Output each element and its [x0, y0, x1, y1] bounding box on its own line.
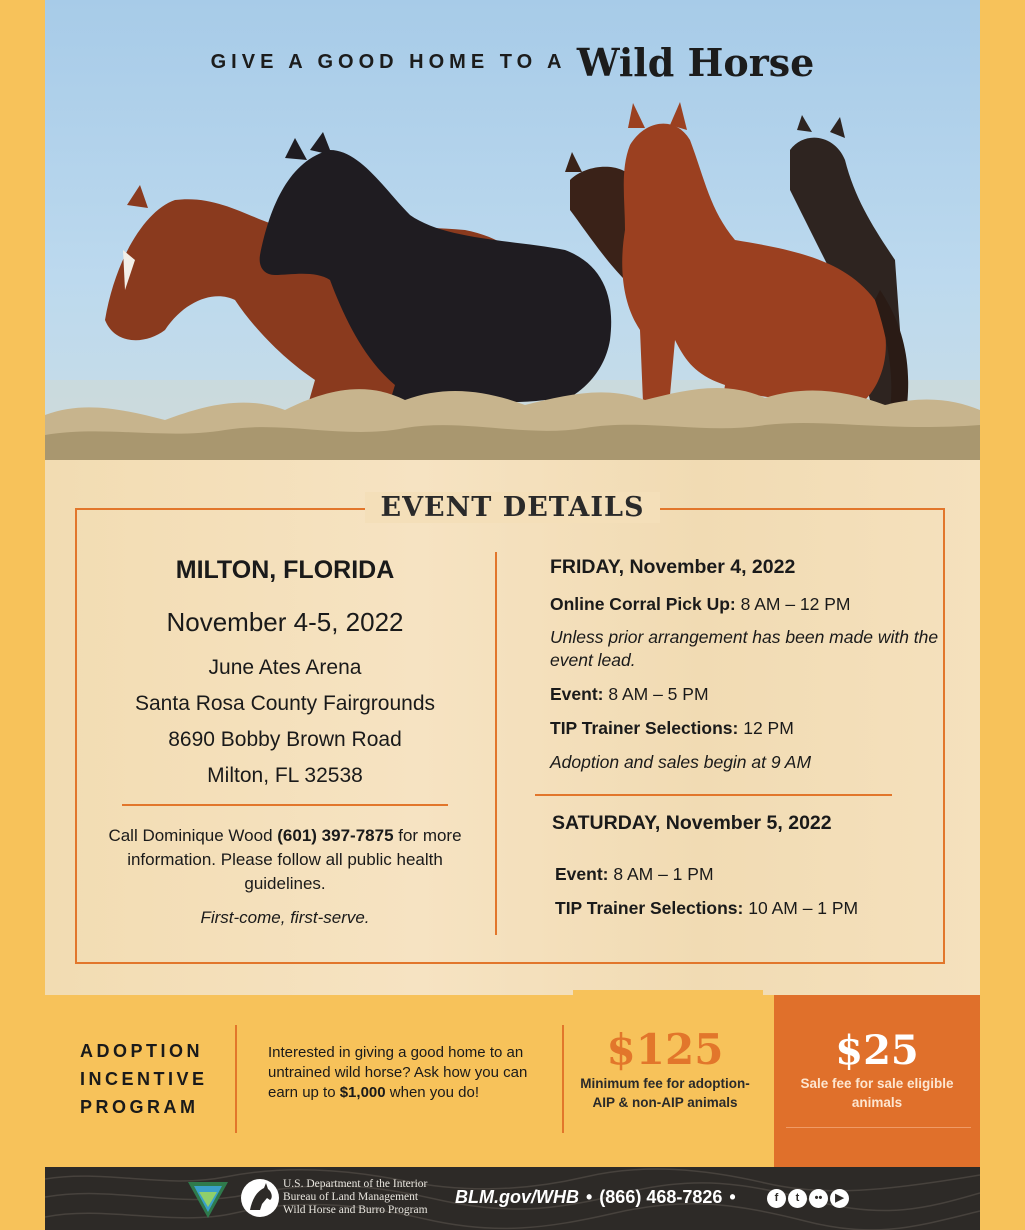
incentive-band — [45, 995, 980, 1167]
minimum-fee-box — [575, 1025, 755, 1112]
details-heading — [45, 492, 980, 523]
blm-logo-icon — [185, 1176, 231, 1222]
first-come-note: First-come, first-serve. — [200, 908, 370, 927]
friday-event — [550, 683, 950, 706]
sale-fee-rule — [786, 1127, 971, 1128]
hero-title-emphasis: Wild Horse — [576, 40, 815, 85]
schedule-column — [550, 556, 950, 918]
band-tab — [573, 990, 763, 998]
footer-phone[interactable]: (866) 468-7826 — [599, 1187, 723, 1207]
venue-name: June Ates Arena — [208, 656, 362, 679]
wild-horse-program-logo-icon — [240, 1176, 280, 1220]
footer — [45, 1167, 980, 1230]
flyer-page — [45, 0, 980, 1230]
sale-fee-description: Sale fee for sale eligible animals — [800, 1076, 954, 1110]
incentive-description — [268, 1043, 528, 1103]
saturday-heading: SATURDAY, November 5, 2022 — [552, 812, 832, 834]
incentive-line-2: INCENTIVE — [80, 1069, 208, 1089]
location-column — [105, 556, 465, 928]
fee-divider — [562, 1025, 564, 1133]
separator-2: • — [729, 1187, 736, 1207]
agency-line-2: Bureau of Land Management — [283, 1191, 419, 1203]
event-details-section — [45, 460, 980, 995]
agency-line-3: Wild Horse and Burro Program — [283, 1204, 428, 1216]
friday-tip-time: 12 PM — [738, 718, 794, 738]
friday-pickup-label: Online Corral Pick Up: — [550, 594, 736, 614]
saturday-event — [555, 863, 955, 886]
incentive-divider — [235, 1025, 237, 1133]
contact-info — [105, 824, 465, 896]
website-link[interactable]: BLM.gov/WHB — [455, 1187, 579, 1207]
contact-phone: (601) 397-7875 — [277, 826, 394, 845]
saturday-event-label: Event: — [555, 864, 609, 884]
street-address: 8690 Bobby Brown Road — [168, 728, 402, 751]
agency-line-1: U.S. Department of the Interior — [283, 1178, 428, 1190]
hero-section — [45, 0, 980, 460]
hero-title — [45, 40, 980, 85]
sale-fee-amount: $25 — [835, 1027, 919, 1074]
minimum-fee-amount: $125 — [606, 1025, 724, 1074]
twitter-icon[interactable]: t — [788, 1189, 807, 1208]
contact-prefix: Call Dominique Wood — [108, 826, 278, 845]
schedule-divider — [535, 794, 892, 796]
incentive-program-title — [80, 1037, 208, 1121]
city-zip: Milton, FL 32538 — [207, 764, 363, 787]
contact-suffix: for more information. Please follow all public health guidelines. — [127, 826, 462, 893]
agency-name — [283, 1178, 428, 1217]
youtube-icon[interactable]: ▶ — [830, 1189, 849, 1208]
details-heading-text: EVENT DETAILS — [365, 492, 661, 523]
fairgrounds-name: Santa Rosa County Fairgrounds — [135, 692, 435, 715]
friday-event-label: Event: — [550, 684, 604, 704]
friday-pickup — [550, 593, 950, 616]
sale-fee-box — [774, 995, 980, 1167]
social-icons — [767, 1188, 851, 1208]
facebook-icon[interactable]: f — [767, 1189, 786, 1208]
event-dates: November 4-5, 2022 — [166, 607, 404, 637]
friday-pickup-time: 8 AM – 12 PM — [735, 594, 851, 614]
friday-tip-label: TIP Trainer Selections: — [550, 718, 739, 738]
minimum-fee-description: Minimum fee for adoption- AIP & non-AIP animals — [580, 1076, 750, 1110]
saturday-tip — [555, 897, 955, 920]
incentive-text-prefix: Interested in giving a good home to an untrained wild horse? Ask how you can earn up to — [268, 1044, 528, 1101]
saturday-tip-label: TIP Trainer Selections: — [555, 898, 744, 918]
friday-heading: FRIDAY, November 4, 2022 — [550, 556, 796, 578]
column-divider — [495, 552, 497, 935]
footer-contact — [455, 1187, 743, 1208]
incentive-text-suffix: when you do! — [385, 1084, 480, 1101]
separator-1: • — [585, 1187, 593, 1207]
friday-event-time: 8 AM – 5 PM — [603, 684, 709, 704]
incentive-amount: $1,000 — [339, 1084, 386, 1101]
friday-tip — [550, 717, 950, 740]
location-divider — [122, 804, 448, 806]
friday-adoption-note: Adoption and sales begin at 9 AM — [550, 752, 812, 772]
friday-pickup-note: Unless prior arrangement has been made with the event lead. — [550, 627, 939, 670]
saturday-event-time: 8 AM – 1 PM — [608, 864, 714, 884]
event-city: MILTON, FLORIDA — [175, 556, 395, 584]
hero-pre-title: GIVE A GOOD HOME TO A — [210, 51, 567, 73]
incentive-line-3: PROGRAM — [80, 1097, 199, 1117]
incentive-line-1: ADOPTION — [80, 1041, 204, 1061]
saturday-tip-time: 10 AM – 1 PM — [743, 898, 859, 918]
flickr-icon[interactable]: •• — [809, 1189, 828, 1208]
